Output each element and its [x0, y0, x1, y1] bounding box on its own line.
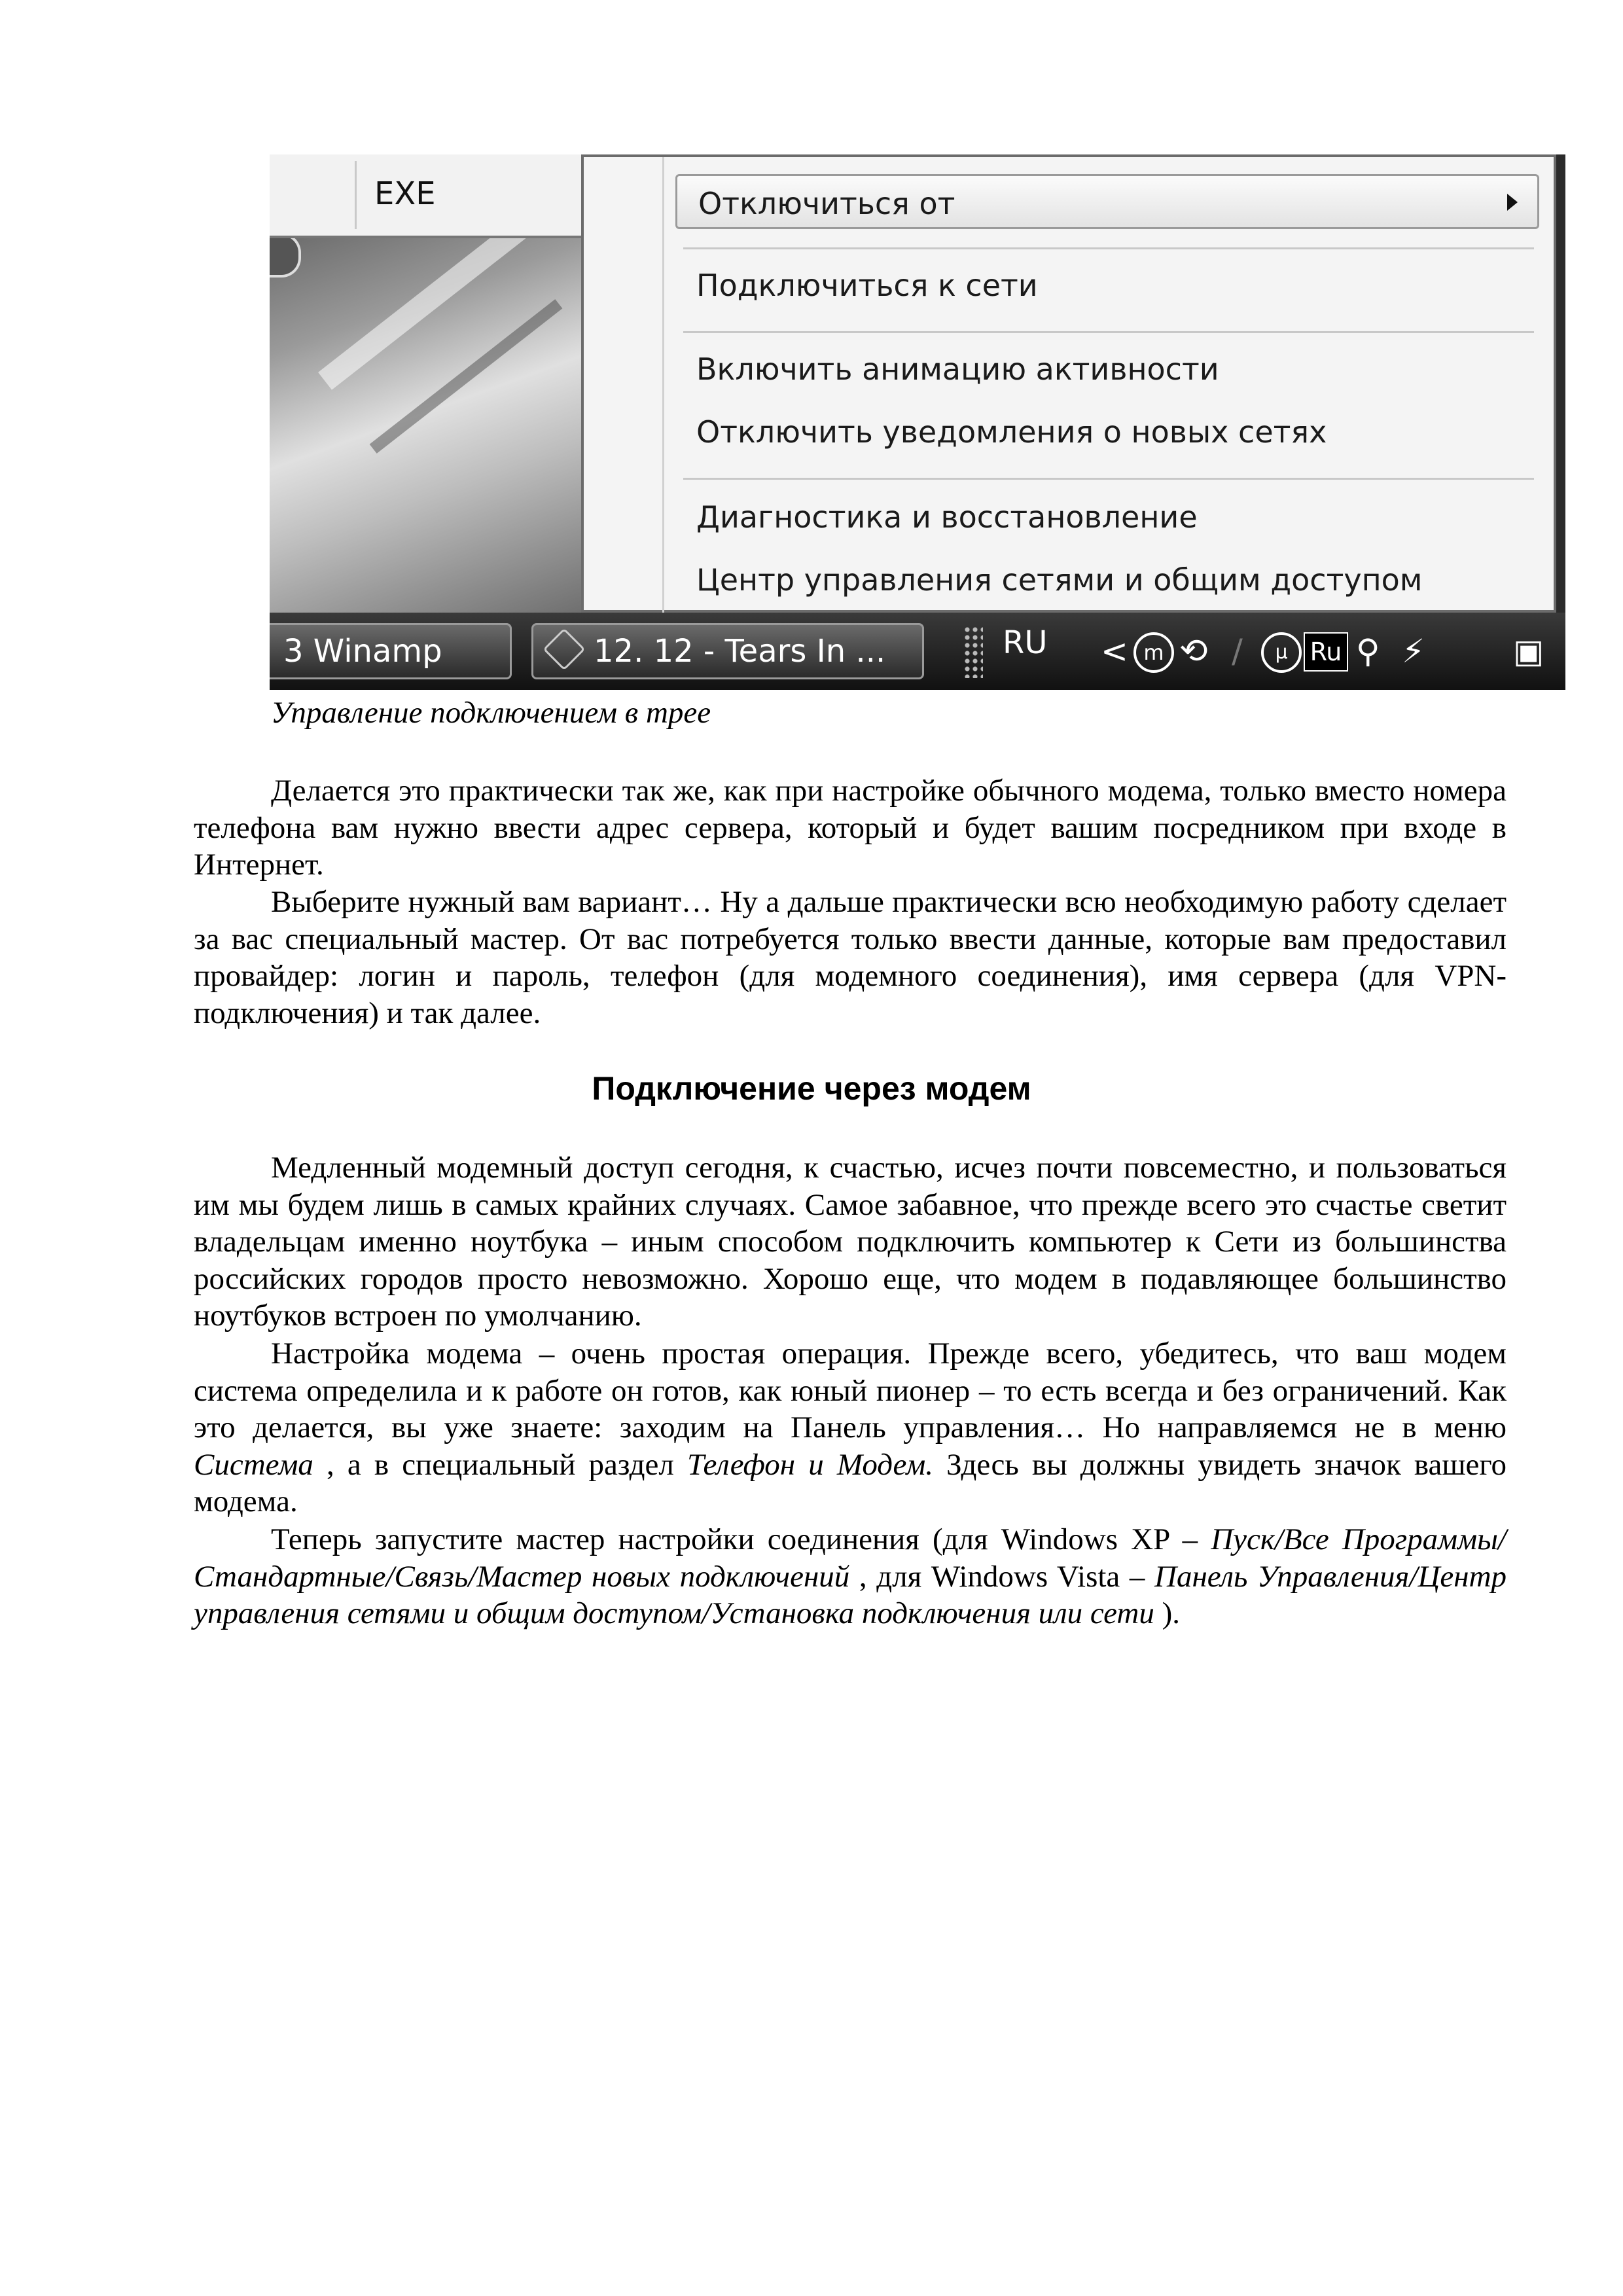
menu-item-label: Подключиться к сети: [696, 268, 1038, 303]
exe-label[interactable]: EXE: [374, 175, 436, 212]
paragraph-text: Медленный модемный доступ сегодня, к счастью, исчез почти повсеместно, и пользоваться им мы будем лишь в самых крайних случаях. Самое забавное, что прежде всего это счастье светит владельцам именно ноутбука – иным способом подключить компьютер к Сети из большинства российских городов просто невозможно. Хорошо еще, что модем в подавляющее большинство ноутбуков встроен по умолчанию.: [194, 1151, 1507, 1333]
winamp-icon: [543, 628, 585, 670]
text-run: Здесь вы должны увидеть значок вашего модема.: [194, 1447, 1507, 1518]
menu-separator: [683, 478, 1534, 480]
menu-item-label: Центр управления сетями и общим доступом: [696, 562, 1423, 598]
section-heading: Подключение через модем: [592, 1070, 1031, 1107]
text-run: Теперь запустите мастер настройки соединения (для Windows XP –: [271, 1522, 1198, 1556]
taskbar: [270, 613, 1565, 690]
desktop-gadget-edge: [270, 233, 301, 278]
menu-icon-gutter: [662, 157, 664, 615]
figure-caption: Управление подключением в трее: [271, 696, 711, 730]
taskbar-button-winamp-track[interactable]: [531, 623, 924, 679]
display-icon[interactable]: ▣: [1513, 632, 1544, 670]
menu-item-label: Диагностика и восстановление: [696, 499, 1198, 535]
taskbar-button-label: 12. 12 - Tears In ...: [594, 633, 886, 670]
volume-icon[interactable]: /: [1232, 632, 1243, 670]
paragraph: [194, 1521, 1507, 1632]
vista-wizard-path: Панель Управления/Центр управления сетями и общим доступом/Установка подключения или сети: [194, 1559, 1507, 1630]
m-app-tray-icon[interactable]: m: [1133, 632, 1174, 673]
menu-separator: [683, 247, 1534, 249]
network-connection-icon[interactable]: ⚡: [1402, 632, 1425, 670]
menu-name-sistema: Система: [194, 1447, 313, 1482]
menu-item-label: Отключить уведомления о новых сетях: [696, 414, 1327, 450]
taskbar-button-label: 3 Winamp: [283, 633, 442, 670]
paragraph: [194, 772, 1507, 884]
menu-item-label: Отключиться от: [698, 186, 955, 221]
paragraph-text: [194, 1335, 1507, 1520]
network-signal-icon[interactable]: ⚲: [1356, 632, 1380, 670]
paragraph-text: [194, 1521, 1507, 1632]
xp-wizard-path: Пуск/Все Программы/Стандартные/Связь/Мастер новых подключений: [194, 1522, 1507, 1594]
show-hidden-icons-chevron-icon[interactable]: <: [1101, 632, 1128, 670]
menu-item-disconnect-from[interactable]: [675, 174, 1539, 229]
paragraph: [194, 884, 1507, 1031]
paragraph-text: Выберите нужный вам вариант… Ну а дальше практически всю необходимую работу сделает за вас специальный мастер. От вас потребуется только ввести данные, которые вам предоставил провайдер: логин и пароль, телефон (для модемного соединения), имя сервера (для VPN-подключения) и так далее.: [194, 885, 1507, 1030]
menu-item-label: Включить анимацию активности: [696, 351, 1219, 387]
paragraph-text: Делается это практически так же, как при настройке обычного модема, только вместо номера телефона вам нужно ввести адрес сервера, который и будет вашим посредником при входе в Интернет.: [194, 774, 1507, 882]
text-run: , а в специальный раздел: [326, 1447, 674, 1482]
submenu-arrow-icon: [1507, 194, 1518, 211]
menu-item-network-and-sharing-center[interactable]: [675, 552, 1539, 607]
tray-menu-screenshot: [270, 154, 1565, 690]
text-run: , для Windows Vista –: [859, 1559, 1145, 1594]
menu-item-diagnose-and-repair[interactable]: [675, 490, 1539, 545]
section-name-telefon-i-modem: Телефон и Модем.: [687, 1447, 933, 1482]
sync-icon[interactable]: ⟲: [1179, 632, 1208, 671]
toolbar-grip[interactable]: [963, 626, 983, 678]
menu-item-enable-activity-animation[interactable]: [675, 342, 1539, 397]
language-indicator[interactable]: RU: [1003, 624, 1048, 661]
network-context-menu: [581, 154, 1556, 613]
exe-popup-divider: [355, 161, 357, 229]
paragraph: [194, 1149, 1507, 1335]
text-run: Настройка модема – очень простая операция. Прежде всего, убедитесь, что ваш модем система определила и к работе он готов, как юный пионер – то есть всегда и без ограничений. Как это делается, вы уже знаете: заходим на Панель управления… Но направляемся не в меню: [194, 1336, 1507, 1444]
paragraph: [194, 1335, 1507, 1520]
utorrent-icon[interactable]: μ: [1261, 632, 1302, 673]
taskbar-button-winamp[interactable]: [270, 623, 512, 679]
keyboard-layout-icon[interactable]: Ru: [1304, 632, 1348, 672]
menu-item-connect-to-network[interactable]: [675, 258, 1539, 313]
menu-item-disable-new-network-notifications[interactable]: [675, 404, 1539, 459]
exe-popup: [270, 154, 586, 238]
menu-separator: [683, 331, 1534, 333]
text-run: ).: [1162, 1596, 1181, 1630]
